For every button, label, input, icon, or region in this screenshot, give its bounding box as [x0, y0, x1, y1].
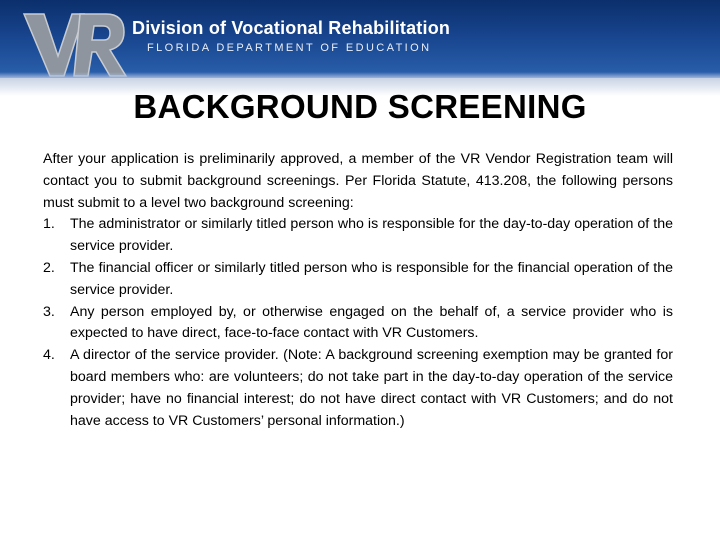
list-item	[43, 258, 673, 302]
slide-body	[43, 149, 673, 432]
list-text: A director of the service provider. (Note: A background screening exemption may be granted for board members who: are volunteers; do not take part in the day-to-day operation of the service provider; have no financial interest; do not have direct contact with VR Customers; and do not have access to VR Customers’ personal information.)	[70, 347, 673, 429]
list-item	[43, 345, 673, 432]
list-number: 3.	[43, 303, 55, 320]
vr-logo	[22, 10, 128, 78]
org-name: Division of Vocational Rehabilitation	[132, 18, 451, 38]
page-title: BACKGROUND SCREENING	[133, 88, 587, 125]
org-subtitle: FLORIDA DEPARTMENT OF EDUCATION	[147, 42, 432, 54]
header-banner	[0, 0, 720, 78]
list-text: The administrator or similarly titled person who is responsible for the day-to-day operation of the service provider.	[70, 216, 673, 255]
requirements-list	[43, 214, 673, 432]
list-item	[43, 214, 673, 258]
list-number: 4.	[43, 347, 55, 364]
list-text: Any person employed by, or otherwise engaged on the behalf of, a service provider who is expected to have direct, face-to-face contact with VR Customers.	[70, 303, 673, 342]
intro-paragraph: After your application is preliminarily approved, a member of the VR Vendor Registration team will contact you to submit background screenings. Per Florida Statute, 413.208, the following persons must submit to a level two background screening:	[43, 151, 673, 211]
list-number: 1.	[43, 216, 55, 233]
list-item	[43, 302, 673, 346]
list-number: 2.	[43, 259, 55, 276]
list-text: The financial officer or similarly titled person who is responsible for the financial operation of the service provider.	[70, 259, 673, 298]
